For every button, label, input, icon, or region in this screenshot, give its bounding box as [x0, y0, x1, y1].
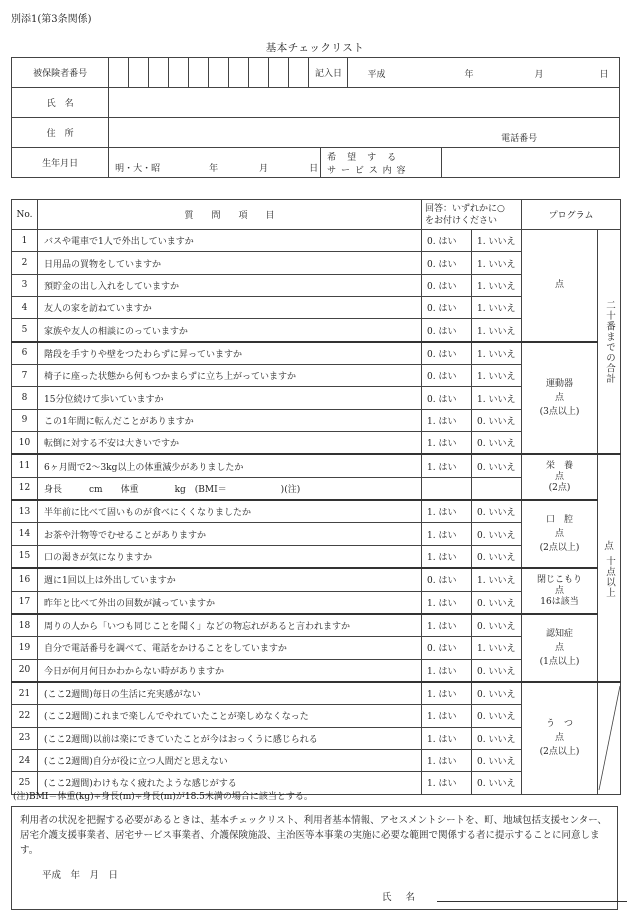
- name-label: 氏 名: [12, 88, 109, 118]
- insured-no-digit[interactable]: [189, 58, 209, 88]
- answer-option[interactable]: [422, 477, 472, 500]
- question-text: 友人の家を訪ねていますか: [38, 297, 422, 319]
- answer-option[interactable]: 0. いいえ: [472, 682, 522, 705]
- answer-option[interactable]: 1. いいえ: [472, 342, 522, 365]
- question-no: 19: [12, 637, 38, 659]
- question-text: 周りの人から「いつも同じことを聞く」などの物忘れがあると言われますか: [38, 614, 422, 637]
- consent-text: 利用者の状況を把握する必要があるときは、基本チェックリスト、利用者基本情報、アセスメントシートを、町、地域包括支援センター、居宅介護支援事業者、居宅サービス事業者、介護保険施設、主治医等本事業の実施に必要な範囲で関係する者に提示することに同意します。: [20, 815, 607, 856]
- answer-option[interactable]: 0. はい: [422, 637, 472, 659]
- entry-date-label: 記入日: [309, 58, 348, 87]
- question-text: (ここ2週間)これまで楽しんでやれていたことが楽しめなくなった: [38, 705, 422, 727]
- answer-option[interactable]: 1. はい: [422, 591, 472, 614]
- answer-option[interactable]: 1. はい: [422, 523, 472, 545]
- answer-option[interactable]: 1. いいえ: [472, 297, 522, 319]
- answer-option[interactable]: 0. はい: [422, 230, 472, 252]
- question-text: 昨年と比べて外出の回数が減っていますか: [38, 591, 422, 614]
- phone-label: 電話番号: [501, 134, 538, 144]
- answer-option[interactable]: 0. いいえ: [472, 432, 522, 455]
- question-no: 12: [12, 477, 38, 500]
- question-text: 家族や友人の相談にのっていますか: [38, 319, 422, 342]
- answer-option[interactable]: 1. はい: [422, 432, 472, 455]
- question-no: 11: [12, 454, 38, 477]
- answer-option[interactable]: 0. いいえ: [472, 749, 522, 771]
- question-no: 17: [12, 591, 38, 614]
- question-no: 25: [12, 772, 38, 794]
- insured-no-digit[interactable]: [129, 58, 149, 88]
- question-no: 8: [12, 387, 38, 409]
- total-20-label: 二十番までの合計: [604, 299, 616, 384]
- question-no: 16: [12, 568, 38, 591]
- question-text: 椅子に座った状態から何もつかまらずに立ち上がっていますか: [38, 365, 422, 387]
- service-label: 希 望 す る サ ー ビ ス 内 容: [327, 153, 407, 176]
- question-no: 18: [12, 614, 38, 637]
- program-oral: 口 腔 点 (2点以上): [522, 500, 598, 568]
- answer-option[interactable]: 0. いいえ: [472, 409, 522, 431]
- total-10-label: 十点以上: [604, 556, 616, 599]
- program-housebound: 閉じこもり 点 16は該当: [522, 568, 598, 614]
- page-title: 基本チェックリスト: [265, 42, 365, 54]
- birth-label: 生年月日: [12, 148, 109, 178]
- answer-option[interactable]: 0. はい: [422, 297, 472, 319]
- insured-no-digit[interactable]: [229, 58, 249, 88]
- answer-option[interactable]: 1. いいえ: [472, 637, 522, 659]
- header-table: [11, 57, 620, 178]
- signature-line[interactable]: [437, 901, 627, 902]
- entry-year: 年: [464, 70, 474, 80]
- answer-option[interactable]: 1. いいえ: [472, 274, 522, 296]
- question-text: 15分位続けて歩いていますか: [38, 387, 422, 409]
- question-text: 身長 cm 体重 kg (BMI＝ )(注): [38, 477, 422, 500]
- question-text: (ここ2週間)毎日の生活に充実感がない: [38, 682, 422, 705]
- answer-option[interactable]: 1. はい: [422, 705, 472, 727]
- diagonal-cell: [598, 682, 621, 794]
- answer-option[interactable]: 1. はい: [422, 500, 472, 523]
- birth-row[interactable]: [109, 148, 620, 178]
- col-program: プログラム: [522, 200, 621, 230]
- answer-option[interactable]: 0. いいえ: [472, 545, 522, 568]
- question-no: 15: [12, 545, 38, 568]
- bmi-footnote: (注)BMI＝体重(kg)÷身長(m)÷身長(m)が18.5未満の場合に該当とする。: [13, 792, 313, 802]
- question-text: 自分で電話番号を調べて、電話をかけることをしていますか: [38, 637, 422, 659]
- answer-option[interactable]: 1. はい: [422, 659, 472, 682]
- answer-option[interactable]: 1. はい: [422, 454, 472, 477]
- consent-date: 平成 年 月 日: [42, 870, 119, 881]
- question-no: 21: [12, 682, 38, 705]
- answer-option[interactable]: 1. はい: [422, 409, 472, 431]
- insured-no-digit[interactable]: [249, 58, 269, 88]
- answer-option[interactable]: 0. はい: [422, 252, 472, 274]
- question-text: (ここ2週間)自分が役に立つ人間だと思えない: [38, 749, 422, 771]
- entry-month: 月: [534, 70, 544, 80]
- answer-option[interactable]: 1. はい: [422, 545, 472, 568]
- answer-option[interactable]: 1. はい: [422, 682, 472, 705]
- question-no: 10: [12, 432, 38, 455]
- birth-day: 日: [309, 164, 319, 174]
- answer-option[interactable]: 1. いいえ: [472, 568, 522, 591]
- question-text: (ここ2週間)以前は楽にできていたことが今はおっくうに感じられる: [38, 727, 422, 749]
- answer-option[interactable]: 0. はい: [422, 568, 472, 591]
- question-text: お茶や汁物等でむせることがありますか: [38, 523, 422, 545]
- answer-option[interactable]: 1. はい: [422, 614, 472, 637]
- total-points: 点: [604, 541, 614, 553]
- program-depression: う つ 点 (2点以上): [522, 682, 598, 794]
- question-no: 7: [12, 365, 38, 387]
- program-motor: 運動器 点 (3点以上): [522, 342, 598, 455]
- address-label: 住 所: [12, 118, 109, 148]
- question-no: 3: [12, 274, 38, 296]
- consent-box: [11, 806, 618, 910]
- answer-option[interactable]: 0. いいえ: [472, 454, 522, 477]
- question-text: 転倒に対する不安は大きいですか: [38, 432, 422, 455]
- question-no: 24: [12, 749, 38, 771]
- question-no: 13: [12, 500, 38, 523]
- answer-option[interactable]: 0. いいえ: [472, 591, 522, 614]
- col-answer: 回答：いずれかに○ をお付けください: [422, 200, 522, 230]
- question-text: 週に1回以上は外出していますか: [38, 568, 422, 591]
- question-no: 2: [12, 252, 38, 274]
- answer-option[interactable]: 0. いいえ: [472, 659, 522, 682]
- total-20-cell: [598, 230, 621, 455]
- entry-date-cell[interactable]: [309, 58, 620, 88]
- answer-option[interactable]: 0. いいえ: [472, 500, 522, 523]
- appendix-label: 別添1(第3条関係): [11, 14, 92, 25]
- answer-option[interactable]: 0. はい: [422, 319, 472, 342]
- col-no: No.: [12, 200, 38, 230]
- answer-option[interactable]: 1. いいえ: [472, 387, 522, 409]
- question-text: この1年間に転んだことがありますか: [38, 409, 422, 431]
- answer-option[interactable]: 0. はい: [422, 274, 472, 296]
- entry-era: 平成: [367, 70, 386, 80]
- answer-option[interactable]: 1. いいえ: [472, 230, 522, 252]
- question-text: 階段を手すりや壁をつたわらずに昇っていますか: [38, 342, 422, 365]
- program-general: 点: [522, 230, 598, 342]
- answer-option[interactable]: 1. はい: [422, 727, 472, 749]
- checklist-table: [11, 199, 621, 795]
- insured-no-digit[interactable]: [209, 58, 229, 88]
- question-no: 14: [12, 523, 38, 545]
- answer-option[interactable]: 0. いいえ: [472, 705, 522, 727]
- consent-name-label: 氏名: [382, 892, 430, 903]
- answer-option[interactable]: 1. いいえ: [472, 319, 522, 342]
- answer-option[interactable]: 1. はい: [422, 749, 472, 771]
- total-10-cell: [598, 454, 621, 681]
- answer-option[interactable]: 0. はい: [422, 365, 472, 387]
- diagonal-line: [598, 684, 621, 792]
- question-text: 日用品の買物をしていますか: [38, 252, 422, 274]
- program-nutrition: 栄 養 点 (2点): [522, 454, 598, 500]
- question-no: 4: [12, 297, 38, 319]
- birth-year: 年: [209, 164, 219, 174]
- insured-no-digit[interactable]: [169, 58, 189, 88]
- question-text: 預貯金の出し入れをしていますか: [38, 274, 422, 296]
- question-text: 今日が何月何日かわからない時がありますか: [38, 659, 422, 682]
- answer-option[interactable]: [472, 477, 522, 500]
- answer-option[interactable]: 1. はい: [422, 772, 472, 794]
- question-no: 23: [12, 727, 38, 749]
- question-no: 6: [12, 342, 38, 365]
- question-text: 半年前に比べて固いものが食べにくくなりましたか: [38, 500, 422, 523]
- answer-option[interactable]: 1. いいえ: [472, 365, 522, 387]
- answer-option[interactable]: 0. いいえ: [472, 523, 522, 545]
- question-no: 9: [12, 409, 38, 431]
- answer-option[interactable]: 0. いいえ: [472, 772, 522, 794]
- answer-option[interactable]: 0. いいえ: [472, 727, 522, 749]
- answer-option[interactable]: 1. いいえ: [472, 252, 522, 274]
- name-field[interactable]: [109, 88, 620, 118]
- insured-no-digit[interactable]: [149, 58, 169, 88]
- answer-option[interactable]: 0. はい: [422, 387, 472, 409]
- insured-no-digit[interactable]: [109, 58, 129, 88]
- question-text: 口の渇きが気になりますか: [38, 545, 422, 568]
- insured-no-label: 被保険者番号: [12, 58, 109, 88]
- address-field[interactable]: [109, 118, 620, 148]
- answer-option[interactable]: 0. はい: [422, 342, 472, 365]
- question-text: 6ヶ月間で2～3kg以上の体重減少がありましたか: [38, 454, 422, 477]
- entry-day: 日: [599, 70, 609, 80]
- question-no: 5: [12, 319, 38, 342]
- question-no: 1: [12, 230, 38, 252]
- question-text: バスや電車で1人で外出していますか: [38, 230, 422, 252]
- answer-option[interactable]: 0. いいえ: [472, 614, 522, 637]
- insured-no-digit[interactable]: [289, 58, 309, 88]
- question-text: (ここ2週間)わけもなく疲れたような感じがする: [38, 772, 422, 794]
- question-no: 22: [12, 705, 38, 727]
- birth-era: 明・大・昭: [115, 164, 161, 174]
- col-question: 質 問 項 目: [38, 200, 422, 230]
- program-cognitive: 認知症 点 (1点以上): [522, 614, 598, 682]
- question-no: 20: [12, 659, 38, 682]
- birth-month: 月: [259, 164, 269, 174]
- insured-no-digit[interactable]: [269, 58, 289, 88]
